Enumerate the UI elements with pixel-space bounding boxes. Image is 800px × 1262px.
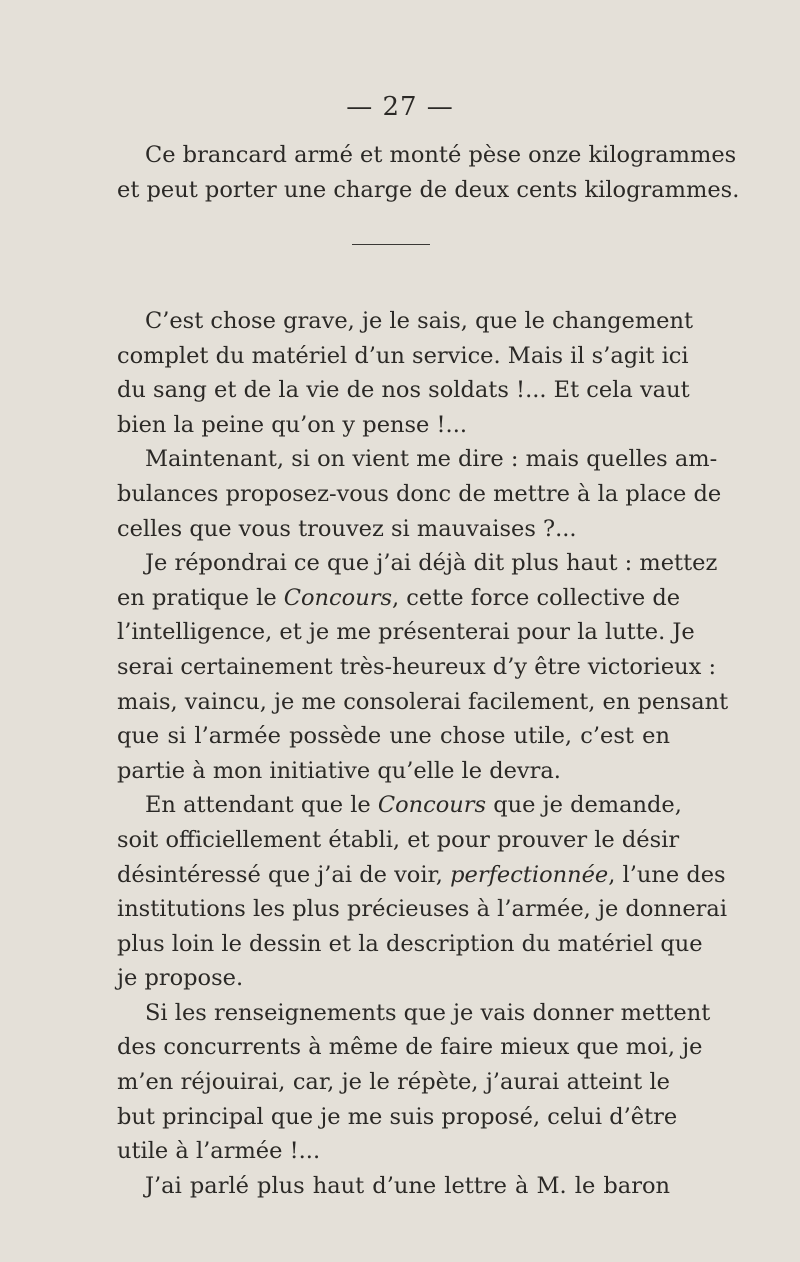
text-line: soit officiellement établi, et pour prouver le désir xyxy=(117,826,680,853)
text-line: Maintenant, si on vient me dire : mais quelles am- xyxy=(145,446,718,473)
text-line: l’intelligence, et je me présenterai pour la lutte. Je xyxy=(117,619,695,646)
text-line: des concurrents à même de faire mieux que moi, je xyxy=(117,1034,703,1061)
text-line: m’en réjouirai, car, je le répète, j’aurai atteint le xyxy=(117,1069,670,1096)
text-line: Je répondrai ce que j’ai déjà dit plus haut : mettez xyxy=(145,550,718,577)
text-line: que si l’armée possède une chose utile, c’est en xyxy=(117,723,670,750)
page-number: — 27 — xyxy=(346,92,454,122)
text-line: désintéressé que j’ai de voir, perfectionnée, l’une des xyxy=(117,861,726,888)
text-line: celles que vous trouvez si mauvaises ?... xyxy=(117,515,577,542)
top-paragraph xyxy=(117,138,740,207)
text-line: mais, vaincu, je me consolerai facilement, en pensant xyxy=(117,688,729,715)
text-line: J’ai parlé plus haut d’une lettre à M. le baron xyxy=(145,1172,670,1199)
body-text xyxy=(117,304,729,1203)
text-line: En attendant que le Concours que je demande, xyxy=(145,792,682,819)
text-line: but principal que je me suis proposé, celui d’être xyxy=(117,1103,678,1130)
text-line: et peut porter une charge de deux cents kilogrammes. xyxy=(117,176,740,203)
text-line: je propose. xyxy=(117,965,244,992)
text-line: en pratique le Concours, cette force collective de xyxy=(117,584,681,611)
text-line: bien la peine qu’on y pense !... xyxy=(117,411,468,438)
text-line: du sang et de la vie de nos soldats !... Et cela vaut xyxy=(117,377,690,404)
text-line: serai certainement très-heureux d’y être victorieux : xyxy=(117,653,717,680)
section-divider xyxy=(352,244,430,245)
text-line: C’est chose grave, je le sais, que le changement xyxy=(145,308,694,334)
text-line: complet du matériel d’un service. Mais il s’agit ici xyxy=(117,342,689,369)
text-line: partie à mon initiative qu’elle le devra. xyxy=(117,757,561,784)
text-line: utile à l’armée !... xyxy=(117,1138,321,1165)
text-line: Ce brancard armé et monté pèse onze kilogrammes xyxy=(145,142,737,168)
text-line: Si les renseignements que je vais donner mettent xyxy=(145,999,711,1026)
text-line: plus loin le dessin et la description du matériel que xyxy=(117,930,703,957)
text-line: bulances proposez-vous donc de mettre à la place de xyxy=(117,480,722,507)
text-line: institutions les plus précieuses à l’armée, je donnerai xyxy=(117,896,728,923)
